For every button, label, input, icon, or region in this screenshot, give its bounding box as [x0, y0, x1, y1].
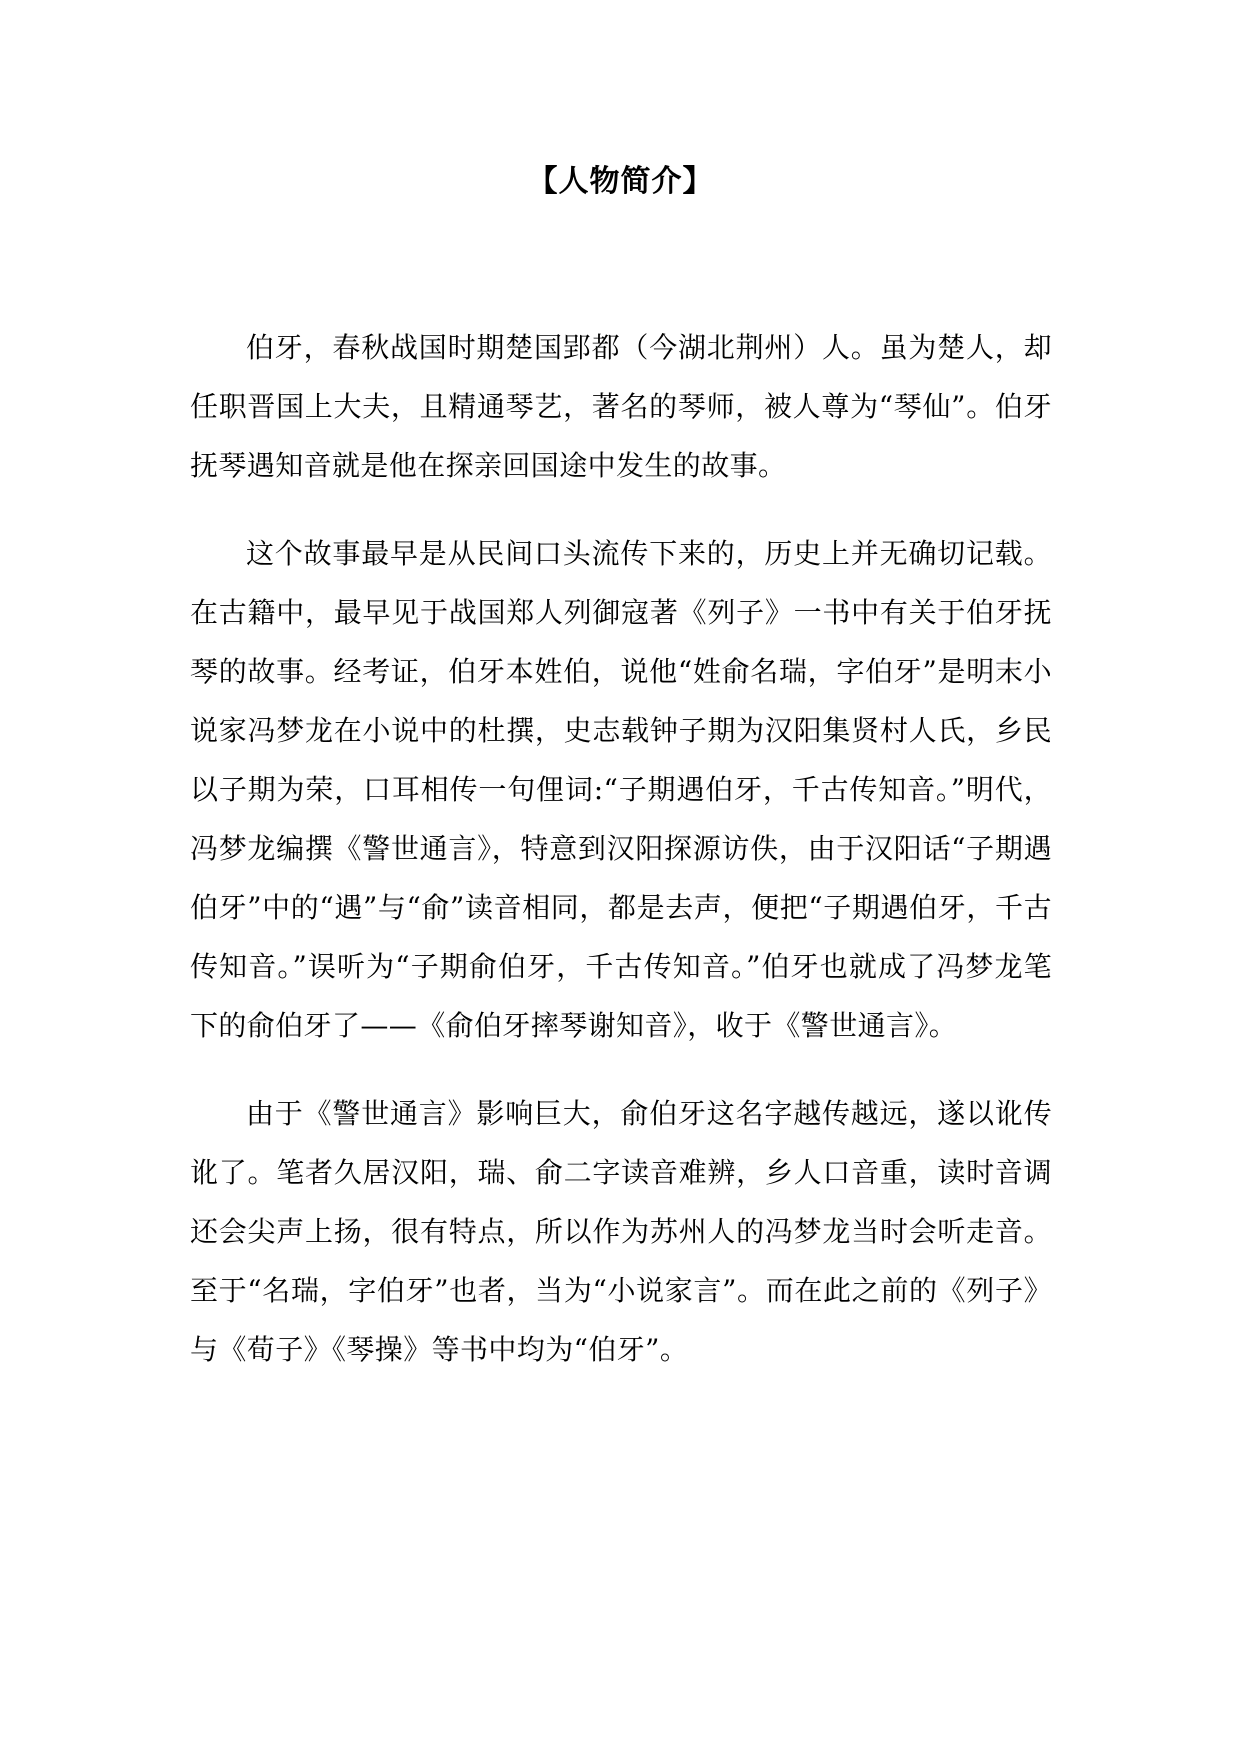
page-title: 【人物简介】	[527, 164, 714, 199]
document-body	[190, 318, 1052, 1408]
paragraph-boya-intro: 伯牙，春秋战国时期楚国郢都（今湖北荆州）人。虽为楚人，却任职晋国上大夫，且精通琴艺，著名的琴师，被人尊为“琴仙”。伯牙抚琴遇知音就是他在探亲回国途中发生的故事。	[190, 331, 1052, 482]
paragraph-story-origin: 这个故事最早是从民间口头流传下来的，历史上并无确切记载。在古籍中，最早见于战国郑人列御寇著《列子》一书中有关于伯牙抚琴的故事。经考证，伯牙本姓伯，说他“姓俞名瑞，字伯牙”是明末小说家冯梦龙在小说中的杜撰，史志载钟子期为汉阳集贤村人氏，乡民以子期为荣，口耳相传一句俚词:“子期遇伯牙，千古传知音。”明代，冯梦龙编撰《警世通言》，特意到汉阳探源访佚，由于汉阳话“子期遇伯牙”中的“遇”与“俞”读音相同，都是去声，便把“子期遇伯牙，千古传知音。”误听为“子期俞伯牙，千古传知音。”伯牙也就成了冯梦龙笔下的俞伯牙了——《俞伯牙摔琴谢知音》，收于《警世通言》。	[190, 537, 1052, 1042]
paragraph-name-spread: 由于《警世通言》影响巨大，俞伯牙这名字越传越远，遂以讹传讹了。笔者久居汉阳，瑞、俞二字读音难辨，乡人口音重，读时音调还会尖声上扬，很有特点，所以作为苏州人的冯梦龙当时会听走音。至于“名瑞，字伯牙”也者，当为“小说家言”。而在此之前的《列子》与《荀子》《琴操》等书中均为“伯牙”。	[190, 1097, 1052, 1366]
